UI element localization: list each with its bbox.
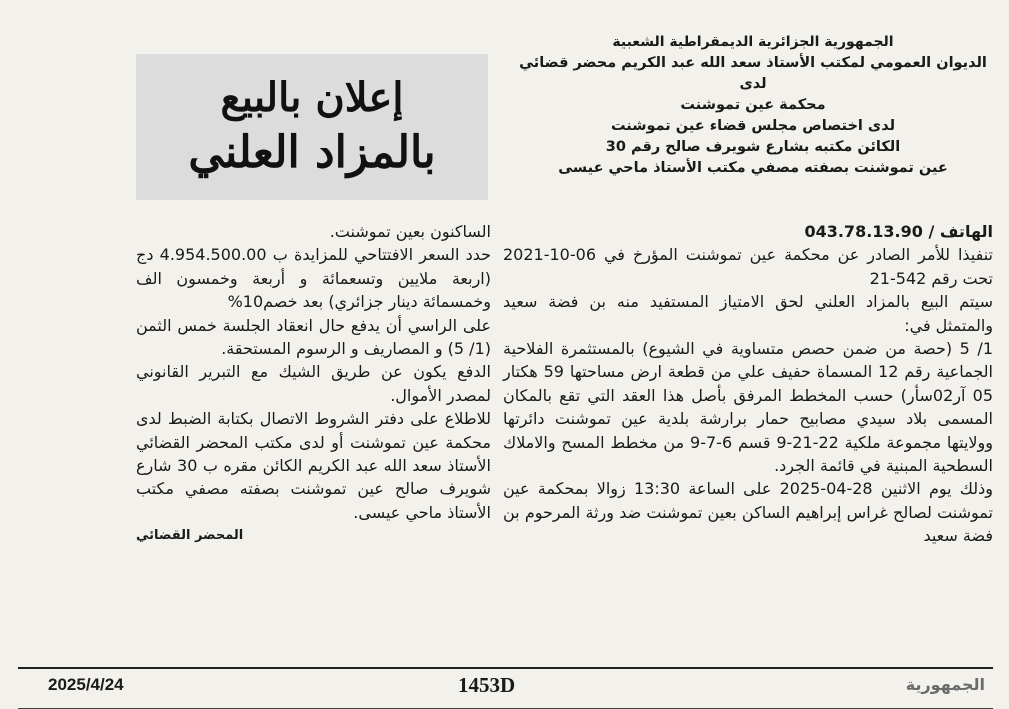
title-line-2: بالمزاد العلني xyxy=(188,127,436,178)
address-line: الكائن مكتبه بشارع شويرف صالح رقم 30 xyxy=(605,139,901,155)
clerk-line: عين تموشنت بصفته مصفي مكتب الأستاذ ماحي عيسى xyxy=(558,160,948,176)
announcement-page xyxy=(18,18,993,698)
republic-name: الجمهورية الجزائرية الديمقراطية الشعبية xyxy=(612,34,894,50)
property-paragraph: 1/ 5 (حصة من ضمن حصص متساوية في الشيوع) بالمستثمرة الفلاحية الجماعية رقم 12 المسماة حفيف علي من قطعة ارض مساحتها 59 هكتار 05 آر02سأر) حسب المخطط المرفق بأصل هذا العقد التي تقع بالمكان المسمى بلاد سيدي مصابيح حمار برارشة بلدية عين تموشنت دائرتها وولايتها مجموعة ملكية 22-21-9 قسم 6-7-9 من مخطط المسح والاملاك السطحية المبنية في قائمة الجرد. xyxy=(503,339,994,476)
court-header xyxy=(513,32,993,179)
session-paragraph: وذلك يوم الاثنين 28-04-2025 على الساعة 13:30 زوالا بمحكمة عين تموشنت لصالح غراس إبراهيم الساكن بعين تموشنت ضد ورثة المرحوم بن فضة سعيد xyxy=(503,479,994,546)
signature: المحضر القضائي xyxy=(136,528,244,544)
phone-number: الهاتف / 043.78.13.90 xyxy=(804,222,993,241)
footer xyxy=(18,667,993,701)
newspaper-logo: الجمهورية xyxy=(905,675,985,694)
office-line-2: محكمة عين تموشنت xyxy=(680,97,826,113)
contact-paragraph: للاطلاع على دفتر الشروط الاتصال بكتابة الضبط لدى محكمة عين تموشنت أو لدى مكتب المحضر القضائي الأستاذ سعد الله عبد الكريم الكائن مقره ب 30 شارع شويرف صالح عين تموشنت بصفته مصفي مكتب الأستاذ ماحي عيسى. xyxy=(136,409,492,522)
ad-code: 1453D xyxy=(458,673,516,697)
publish-date: 2025/4/24 xyxy=(48,675,124,694)
right-column xyxy=(503,220,993,548)
price-paragraph: حدد السعر الافتتاحي للمزايدة ب 4.954.500.00 دج (اربعة ملايين وتسعمائة و أربعة وخمسون الف وخمسمائة دينار جزائري) بعد خصم10% xyxy=(136,245,492,312)
order-paragraph: تنفيذا للأمر الصادر عن محكمة عين تموشنت المؤرخ في 06-10-2021 تحت رقم 542-21 xyxy=(503,245,993,288)
jurisdiction-line: لدى اختصاص مجلس قضاء عين تموشنت xyxy=(610,118,896,134)
sale-paragraph: سيتم البيع بالمزاد العلني لحق الامتياز المستفيد منه بن فضة سعيد والمتمثل في: xyxy=(503,292,993,335)
left-column xyxy=(136,220,491,548)
title-box xyxy=(136,54,488,200)
title-line-1: إعلان بالبيع xyxy=(220,74,404,121)
residents-paragraph: الساكنون بعين تموشنت. xyxy=(329,222,491,241)
cheque-paragraph: الدفع يكون عن طريق الشيك مع التبرير القانوني لمصدر الأموال. xyxy=(136,362,491,405)
office-line-1: الديوان العمومي لمكتب الأستاذ سعد الله عبد الكريم محضر قضائي لدى xyxy=(519,55,987,92)
payment-paragraph: على الراسي أن يدفع حال انعقاد الجلسة خمس الثمن (1/ 5) و المصاريف و الرسوم المستحقة. xyxy=(136,315,491,359)
